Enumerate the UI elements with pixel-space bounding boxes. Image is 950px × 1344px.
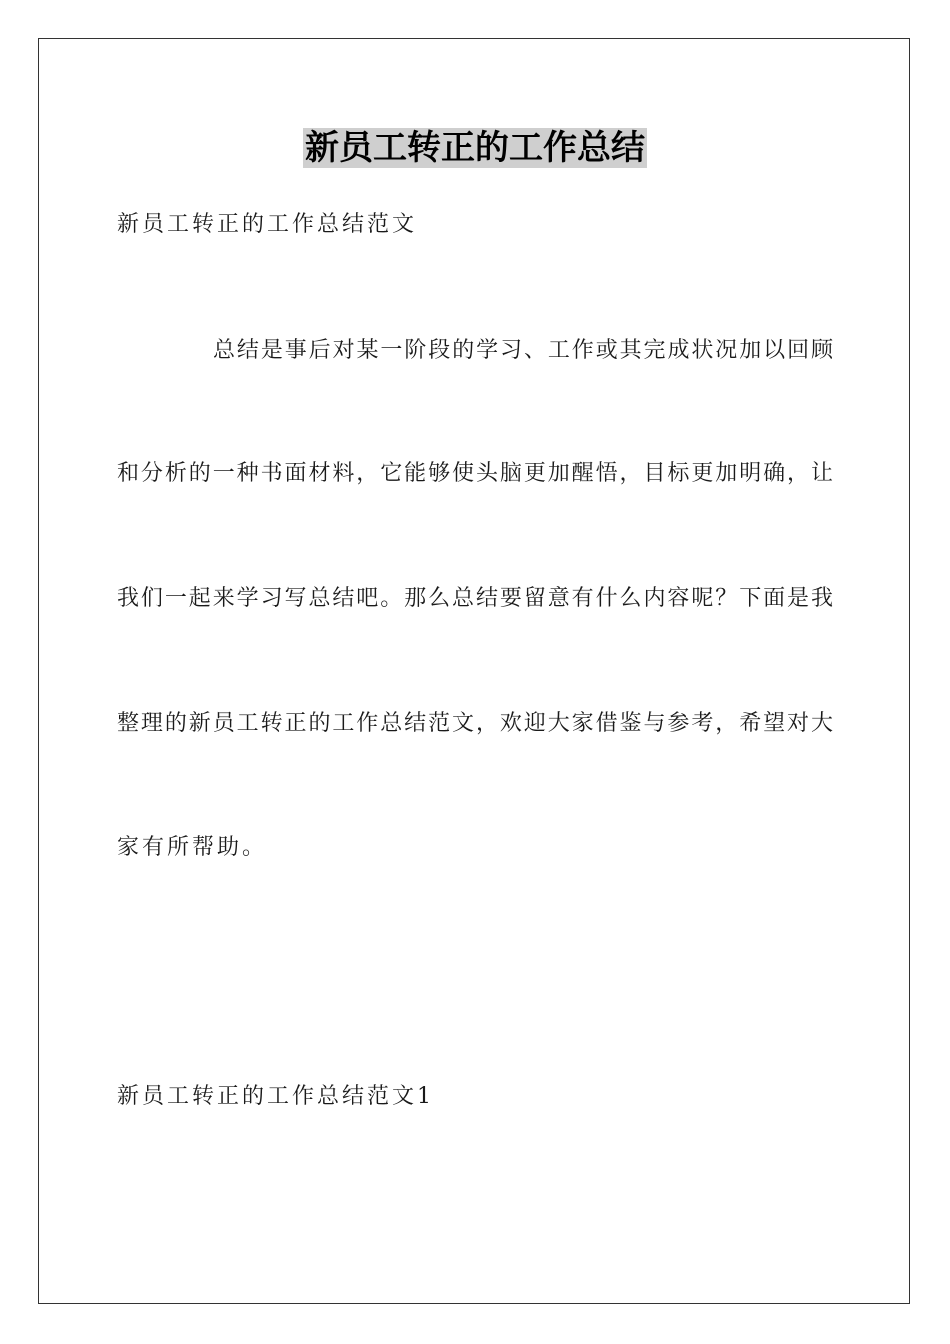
- section-heading: 新员工转正的工作总结范文1: [117, 1084, 434, 1109]
- document-title: 新员工转正的工作总结: [305, 128, 645, 168]
- title-container: [0, 128, 950, 168]
- intro-line-2: 和分析的一种书面材料，它能够使头脑更加醒悟，目标更加明确，让: [117, 461, 833, 486]
- intro-line-3: 我们一起来学习写总结吧。那么总结要留意有什么内容呢？下面是我: [117, 586, 833, 611]
- document-subtitle: 新员工转正的工作总结范文: [117, 212, 418, 237]
- intro-line-1: 总结是事后对某一阶段的学习、工作或其完成状况加以回顾: [213, 338, 833, 363]
- intro-line-4: 整理的新员工转正的工作总结范文，欢迎大家借鉴与参考，希望对大: [117, 711, 833, 736]
- intro-line-5: 家有所帮助。: [117, 835, 268, 860]
